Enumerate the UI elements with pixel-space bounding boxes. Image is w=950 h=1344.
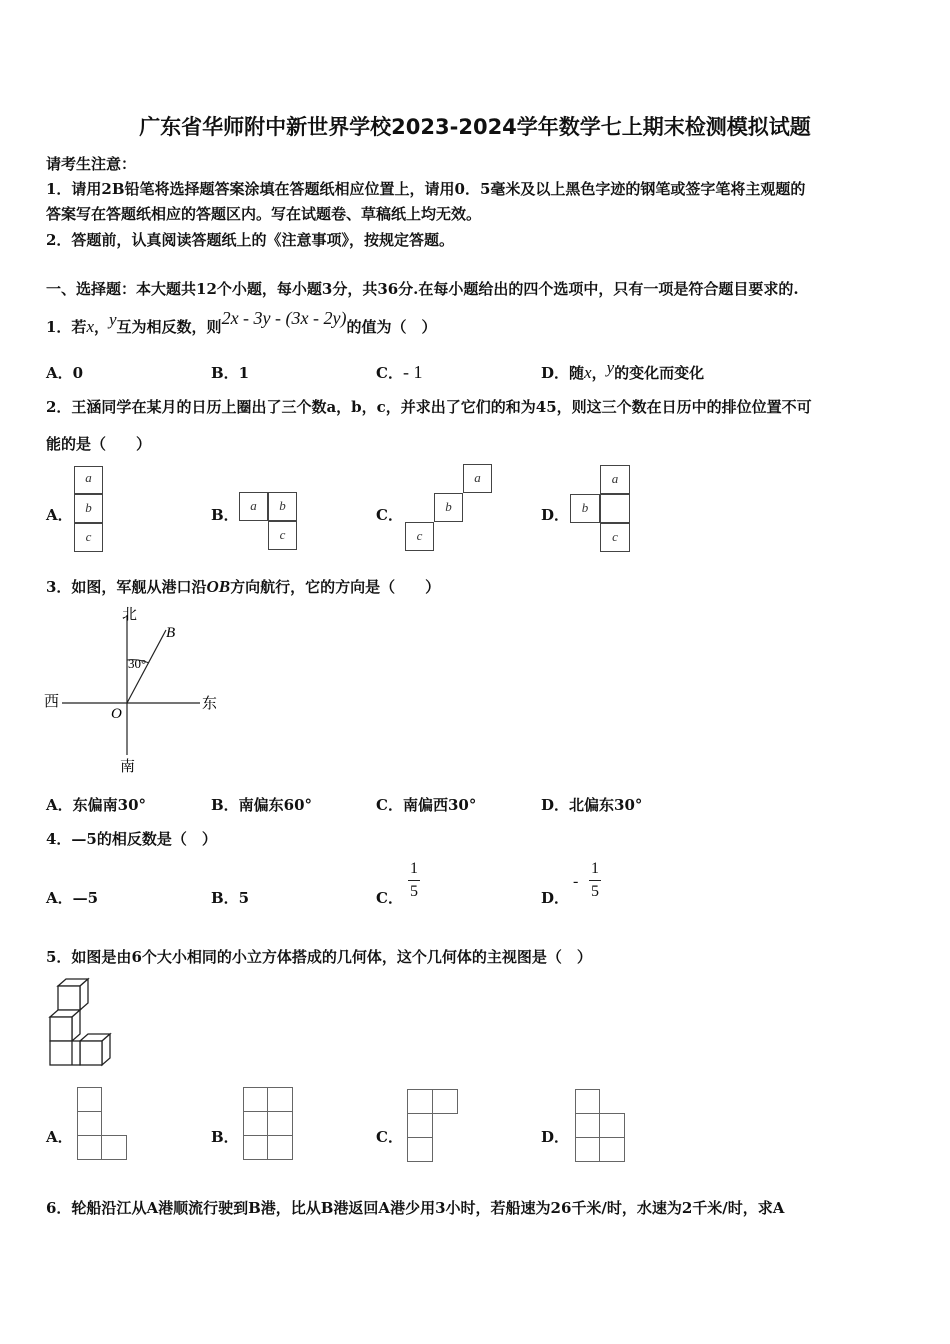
page-title: 广东省华师附中新世界学校2023-2024学年数学七上期末检测模拟试题 [139,115,811,139]
q1-var-y: y [109,310,117,329]
label-south: 南 [120,757,136,775]
q5-option-b[interactable]: B． [211,1128,239,1146]
q1-option-c[interactable]: C．- 1 [376,362,423,382]
compass-diagram [40,600,230,780]
q1-stem: 1．若x，y互为相反数，则2x - 3y - (3x - 2y)的值为（ ） [46,308,437,336]
q4-option-c[interactable]: C． [376,889,403,907]
q1-option-d[interactable]: D．随x，y的变化而变化 [541,358,705,382]
calendar-cell-c: c [268,521,297,550]
label-east: 东 [202,694,218,712]
q5-stem: 5．如图是由6个大小相同的小立方体搭成的几何体，这个几何体的主视图是（ ） [46,948,592,966]
section-heading: 一、选择题：本大题共12个小题，每小题3分，共36分.在每小题给出的四个选项中，只有一项是符合题目要求的. [46,280,799,298]
q2-option-a[interactable]: A． [46,506,73,524]
q1-var-x: x [86,317,94,336]
label-west: 西 [44,692,60,710]
label-north: 北 [122,605,138,623]
notice-line-1b: 答案写在答题纸相应的答题区内。写在试题卷、草稿纸上均无效。 [46,205,482,223]
calendar-cell-b: b [434,493,463,522]
q5-option-c[interactable]: C． [376,1128,403,1146]
q3-option-d[interactable]: D．北偏东30° [541,796,643,814]
q5-option-d[interactable]: D． [541,1128,570,1146]
notice-line-2: 2．答题前，认真阅读答题纸上的《注意事项》，按规定答题。 [46,231,454,249]
q2-stem-line1: 2．王涵同学在某月的日历上圈出了三个数a，b，c，并求出了它们的和为45，则这三个数在日历中的排位位置不可 [46,398,812,416]
q1-option-a[interactable]: A．0 [46,364,84,382]
q2-option-b[interactable]: B． [211,506,239,524]
q4-option-d[interactable]: D． [541,889,570,907]
calendar-cell-a: a [463,464,492,493]
calendar-cell-b: b [570,494,600,523]
calendar-cell-b: b [268,492,297,521]
q2-stem-line2: 能的是（ ） [46,435,152,453]
calendar-cell-empty [600,494,630,523]
q4-fraction-c: 1 5 [410,860,418,900]
q3-stem: 3．如图，军舰从港口沿OB方向航行，它的方向是（ ） [46,577,441,596]
q4-minus-sign: - [573,873,579,890]
q3-option-b[interactable]: B．南偏东60° [211,796,313,814]
q3-option-a[interactable]: A．东偏南30° [46,796,147,814]
q6-stem-line1: 6．轮船沿江从A港顺流行驶到B港，比从B港返回A港少用3小时，若船速为26千米/时，水速为2千米/时，求A [46,1199,785,1217]
q2-option-d[interactable]: D． [541,506,570,524]
notice-line-1a: 1．请用2B铅笔将选择题答案涂填在答题纸相应位置上，请用0．5毫米及以上黑色字迹的钢笔或签字笔将主观题的 [46,180,806,198]
q1-option-b[interactable]: B．1 [211,364,250,382]
calendar-cell-b: b [74,494,103,523]
q5-option-a[interactable]: A． [46,1128,73,1146]
q3-option-c[interactable]: C．南偏西30° [376,796,477,814]
label-angle: 30° [128,656,147,671]
q2-option-c[interactable]: C． [376,506,403,524]
calendar-cell-c: c [600,523,630,552]
q1-expression: 2x - 3y - (3x - 2y) [221,308,347,328]
label-o: O [111,706,122,722]
calendar-cell-c: c [405,522,434,551]
q4-fraction-d: 1 5 [591,860,599,900]
q4-option-b[interactable]: B．5 [211,889,250,907]
calendar-cell-c: c [74,523,103,552]
label-b: B [166,625,176,641]
calendar-cell-a: a [239,492,268,521]
calendar-cell-a: a [600,465,630,494]
notice-heading: 请考生注意： [46,155,137,173]
calendar-cell-a: a [74,466,103,494]
cube-solid-figure [44,976,116,1072]
q4-option-a[interactable]: A．—5 [46,889,99,907]
q4-stem: 4．—5的相反数是（ ） [46,830,217,848]
